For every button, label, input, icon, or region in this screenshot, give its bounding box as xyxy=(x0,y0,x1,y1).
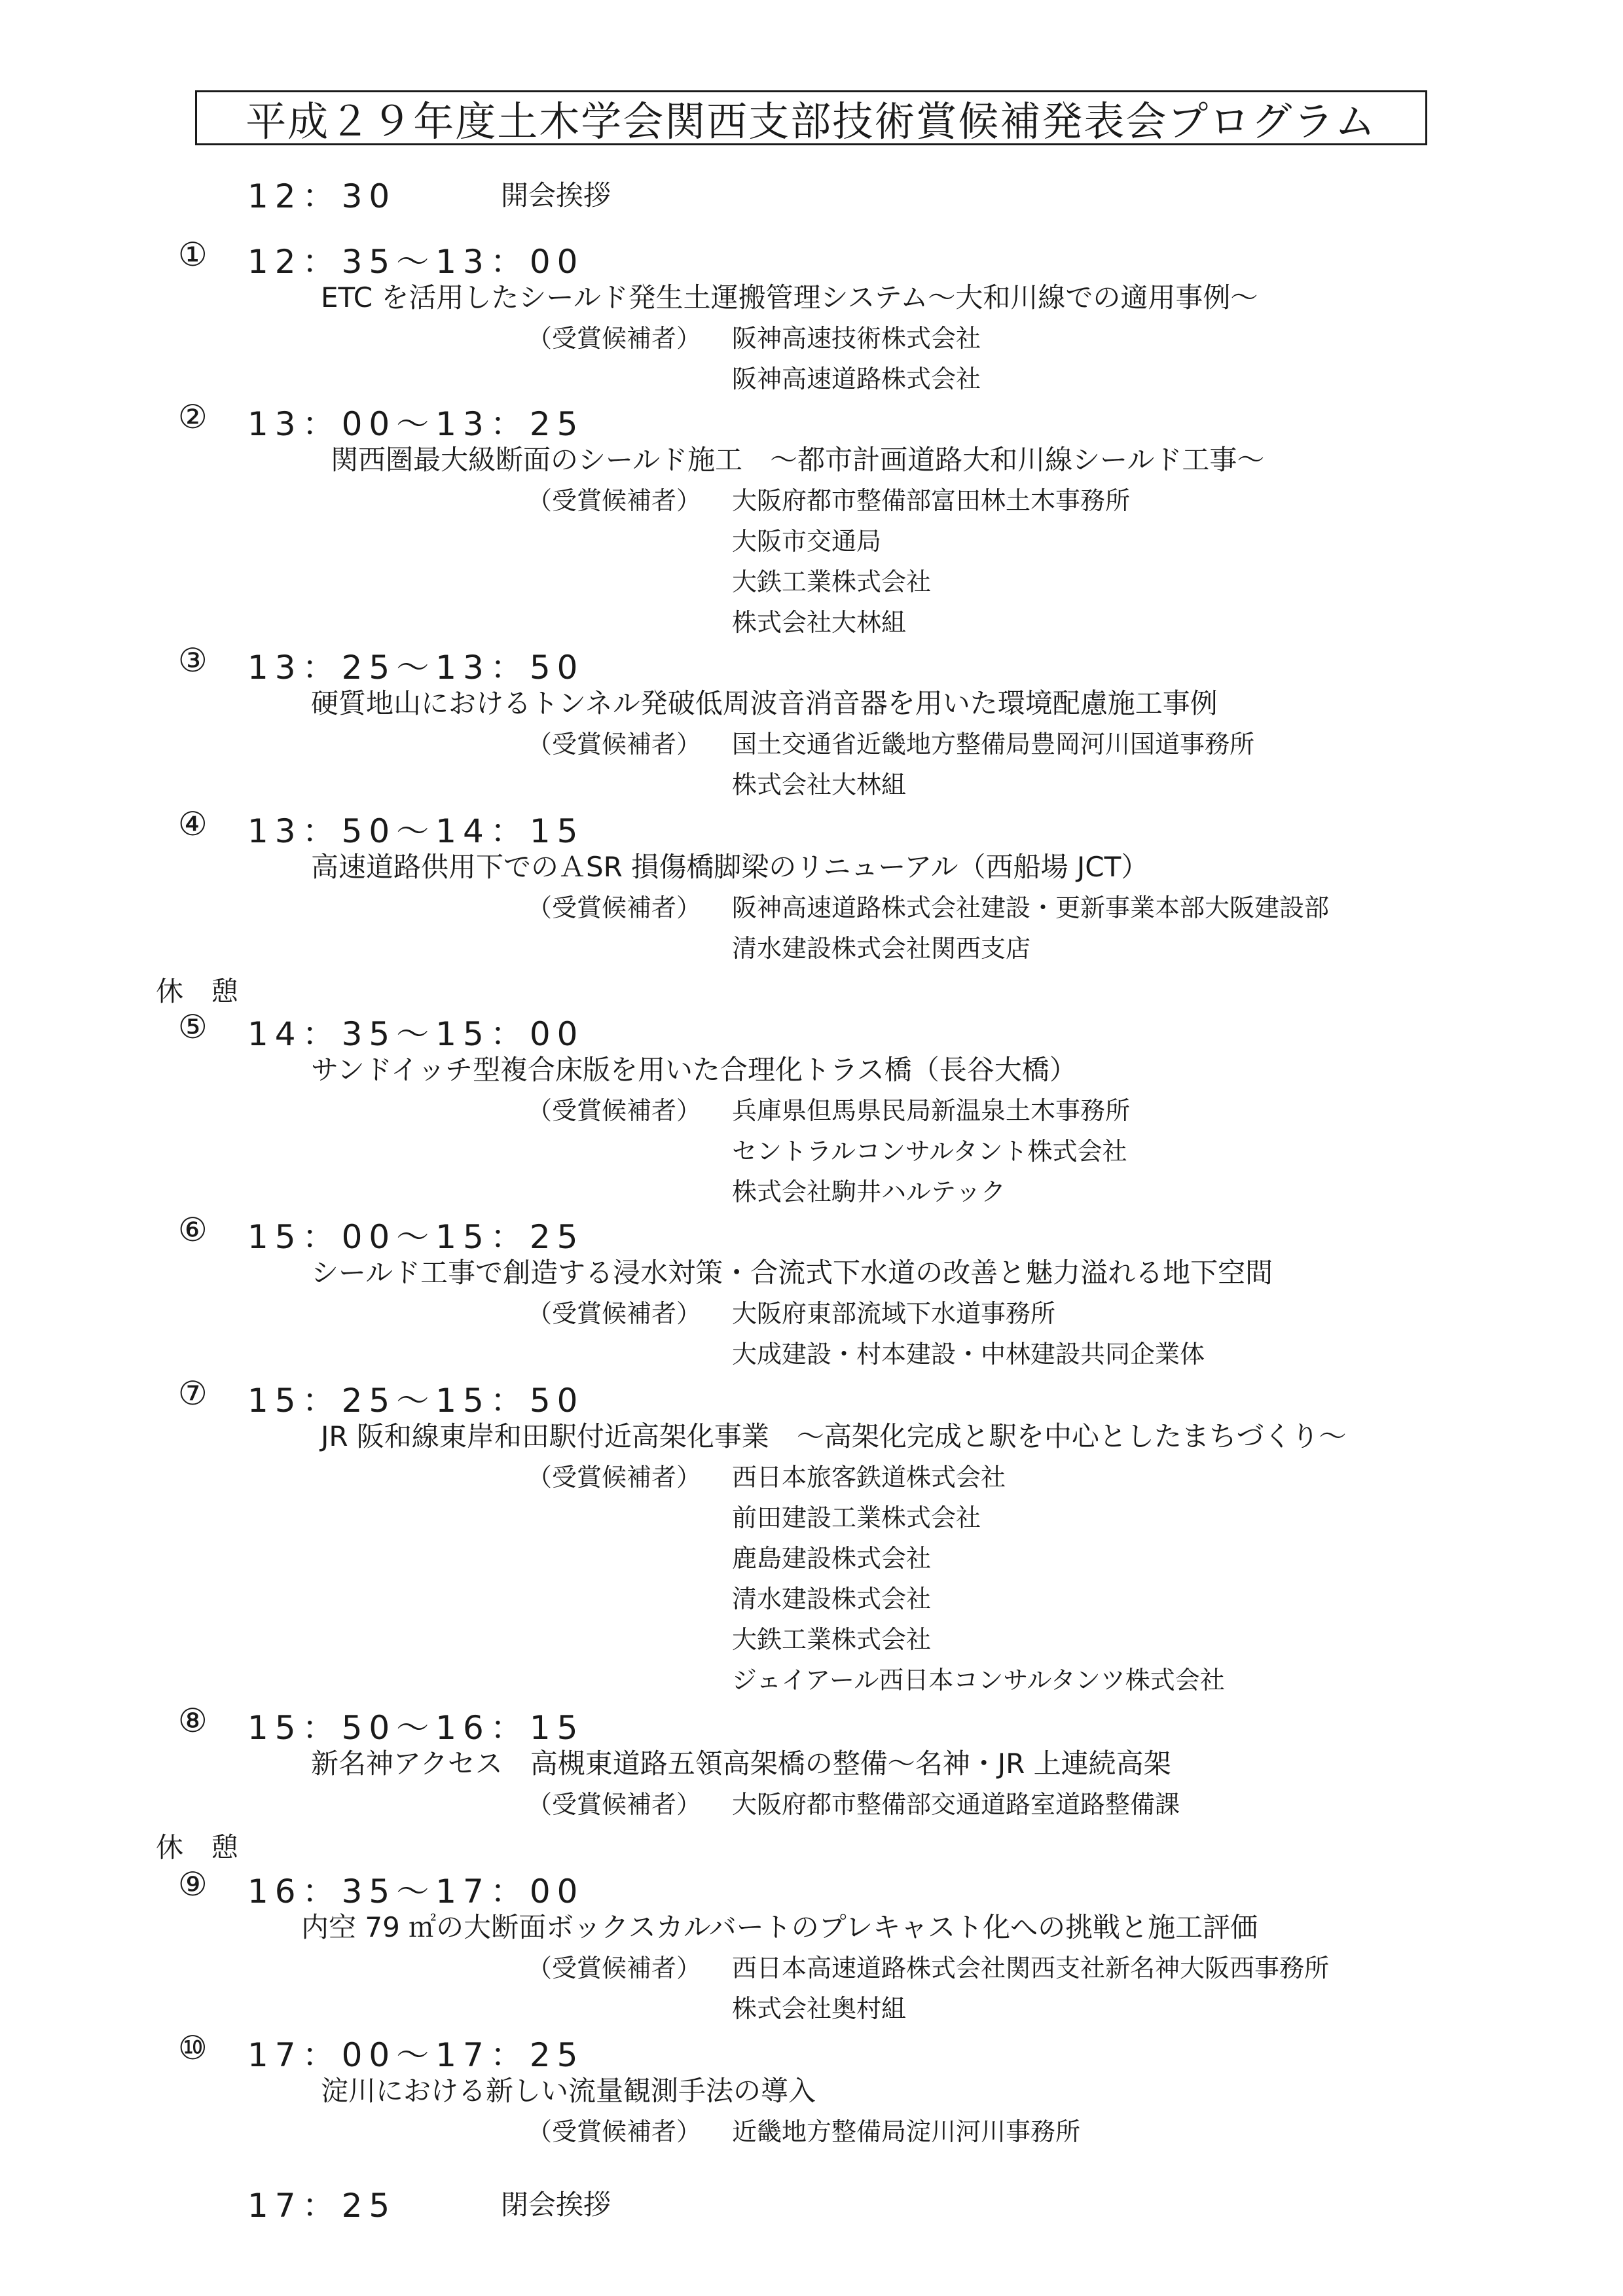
session-time: 13：50～14：15 xyxy=(247,812,585,850)
candidate-name: 阪神高速技術株式会社 xyxy=(732,324,981,353)
candidate-name: セントラルコンサルタント株式会社 xyxy=(732,1137,1127,1166)
session-number: ⑩ xyxy=(178,2029,214,2067)
opening-label: 開会挨拶 xyxy=(501,179,611,211)
session-time: 15：50～16：15 xyxy=(247,1709,585,1747)
candidate-name: 株式会社駒井ハルテック xyxy=(732,1177,1006,1206)
candidate-name: 兵庫県但馬県民局新温泉土木事務所 xyxy=(732,1096,1131,1125)
candidate-name: 阪神高速道路株式会社 xyxy=(732,365,981,393)
candidate-name: 阪神高速道路株式会社建設・更新事業本部大阪建設部 xyxy=(732,893,1330,922)
session-topic: シールド工事で創造する浸水対策・合流式下水道の改善と魅力溢れる地下空間 xyxy=(311,1257,1273,1289)
session-number: ⑧ xyxy=(178,1702,214,1740)
session-number: ⑥ xyxy=(178,1211,214,1249)
session-number: ⑨ xyxy=(178,1865,214,1903)
candidate-name: 大阪府東部流域下水道事務所 xyxy=(732,1299,1056,1328)
closing-label: 閉会挨拶 xyxy=(501,2189,611,2221)
candidate-name: 大阪市交通局 xyxy=(732,527,882,556)
session-topic: 内空 79 ㎡の大断面ボックスカルバートのプレキャスト化への挑戦と施工評価 xyxy=(301,1911,1258,1943)
candidate-name: 大阪府都市整備部交通道路室道路整備課 xyxy=(732,1790,1180,1819)
candidate-name: 西日本旅客鉄道株式会社 xyxy=(732,1463,1006,1492)
session-number: ② xyxy=(178,398,214,436)
session-number: ⑤ xyxy=(178,1008,214,1046)
candidate-label: （受賞候補者） xyxy=(527,893,702,922)
session-time: 17：00～17：25 xyxy=(247,2036,585,2074)
session-topic: ETC を活用したシールド発生土運搬管理システム～大和川線での適用事例～ xyxy=(321,281,1258,314)
session-topic: 新名神アクセス 高槻東道路五領高架橋の整備～名神・JR 上連続高架 xyxy=(311,1748,1171,1780)
candidate-name: 株式会社大林組 xyxy=(732,770,907,799)
candidate-label: （受賞候補者） xyxy=(527,324,702,353)
session-topic: 淀川における新しい流量観測手法の導入 xyxy=(321,2075,816,2107)
session-topic: JR 阪和線東岸和田駅付近高架化事業 ～高架化完成と駅を中心としたまちづくり～ xyxy=(321,1420,1347,1452)
candidate-name: 国土交通省近畿地方整備局豊岡河川国道事務所 xyxy=(732,730,1255,759)
candidate-name: 清水建設株式会社関西支店 xyxy=(732,934,1031,963)
candidate-name: 近畿地方整備局淀川河川事務所 xyxy=(732,2117,1081,2146)
candidate-name: 大成建設・村本建設・中林建設共同企業体 xyxy=(732,1340,1205,1369)
candidate-name: 鹿島建設株式会社 xyxy=(732,1544,932,1573)
session-number: ① xyxy=(178,236,214,274)
candidate-name: 大鉄工業株式会社 xyxy=(732,1625,932,1654)
opening-time: 12：30 xyxy=(247,177,397,215)
candidate-name: ジェイアール西日本コンサルタンツ株式会社 xyxy=(732,1666,1225,1695)
session-time: 14：35～15：00 xyxy=(247,1015,585,1053)
candidate-name: 株式会社奥村組 xyxy=(732,1994,907,2023)
candidate-name: 西日本高速道路株式会社関西支社新名神大阪西事務所 xyxy=(732,1954,1330,1982)
candidate-name: 株式会社大林組 xyxy=(732,608,907,637)
session-number: ⑦ xyxy=(178,1374,214,1412)
session-time: 15：25～15：50 xyxy=(247,1382,585,1420)
session-topic: サンドイッチ型複合床版を用いた合理化トラス橋（長谷大橋） xyxy=(311,1054,1077,1086)
break-label: 休 憩 xyxy=(156,975,239,1007)
session-time: 12：35～13：00 xyxy=(247,243,585,281)
session-time: 16：35～17：00 xyxy=(247,1873,585,1910)
candidate-label: （受賞候補者） xyxy=(527,1954,702,1982)
candidate-name: 大鉄工業株式会社 xyxy=(732,567,932,596)
session-topic: 高速道路供用下でのＡSR 損傷橋脚梁のリニューアル（西船場 JCT） xyxy=(311,851,1149,883)
candidate-name: 前田建設工業株式会社 xyxy=(732,1503,981,1532)
candidate-label: （受賞候補者） xyxy=(527,486,702,515)
session-topic: 硬質地山におけるトンネル発破低周波音消音器を用いた環境配慮施工事例 xyxy=(311,687,1218,719)
candidate-label: （受賞候補者） xyxy=(527,1299,702,1328)
session-topic: 関西圏最大級断面のシールド施工 ～都市計画道路大和川線シールド工事～ xyxy=(331,444,1265,476)
candidate-label: （受賞候補者） xyxy=(527,1096,702,1125)
candidate-label: （受賞候補者） xyxy=(527,730,702,759)
candidate-label: （受賞候補者） xyxy=(527,1463,702,1492)
candidate-label: （受賞候補者） xyxy=(527,1790,702,1819)
session-number: ③ xyxy=(178,641,214,679)
session-number: ④ xyxy=(178,805,214,843)
candidate-name: 清水建設株式会社 xyxy=(732,1585,932,1613)
session-time: 15：00～15：25 xyxy=(247,1218,585,1256)
session-time: 13：00～13：25 xyxy=(247,405,585,443)
page-title: 平成２９年度土木学会関西支部技術賞候補発表会プログラム xyxy=(195,90,1427,145)
candidate-label: （受賞候補者） xyxy=(527,2117,702,2146)
candidate-name: 大阪府都市整備部富田林土木事務所 xyxy=(732,486,1131,515)
break-label: 休 憩 xyxy=(156,1831,239,1863)
closing-time: 17：25 xyxy=(247,2187,397,2225)
session-time: 13：25～13：50 xyxy=(247,649,585,687)
